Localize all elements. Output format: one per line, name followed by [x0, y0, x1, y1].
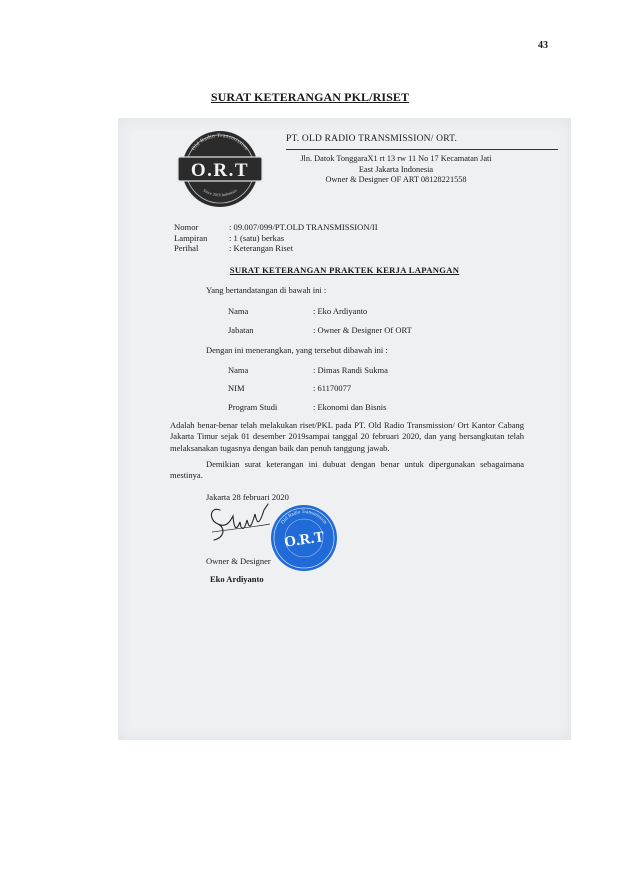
- stamp-ring-text: Old Radio Transmission: [280, 509, 328, 526]
- signer-title: Owner & Designer: [206, 556, 271, 566]
- ort-logo: [174, 130, 266, 208]
- signer-name: Eko Ardiyanto: [210, 574, 264, 584]
- intro-student: Dengan ini menerangkan, yang tersebut dibawah ini :: [206, 345, 388, 355]
- address-line: Owner & Designer OF ART 08128221558: [325, 175, 467, 185]
- letter-heading: SURAT KETERANGAN PRAKTEK KERJA LAPANGAN: [229, 265, 460, 275]
- logo-ring-bottom: Since 2016 Indonesia: [202, 187, 238, 198]
- address-line: Jln. Datok TonggaraX1 rt 13 rw 11 No 17 Kecamatan Jati: [300, 154, 492, 163]
- intro-signer: Yang bertandatangan di bawah ini :: [206, 285, 327, 295]
- logo-ring-top: Old Radio Transmission: [190, 132, 250, 152]
- signature-mark: [206, 502, 276, 548]
- student-nim-label: NIM: [228, 383, 245, 393]
- stamp-text: O.R.T: [283, 529, 326, 551]
- student-name-value: : Dimas Randi Sukma: [313, 365, 388, 375]
- meta-row-nomor: [174, 222, 378, 233]
- meta-key: Lampiran: [174, 232, 208, 243]
- closing-paragraph: Demikian surat keterangan ini dubuat dengan benar untuk dipergunakan sebagaimana mestinya.: [170, 459, 524, 481]
- scanned-letter: [118, 118, 571, 740]
- meta-key: Perihal: [174, 243, 199, 254]
- logo-text: O.R.T: [190, 160, 250, 181]
- company-stamp: [270, 504, 338, 572]
- address-line: East Jakarta Indonesia: [358, 164, 434, 174]
- signer-name-label: Nama: [228, 306, 249, 316]
- company-name: PT. OLD RADIO TRANSMISSION/ ORT.: [286, 134, 458, 144]
- student-nim-value: : 61170077: [313, 383, 352, 393]
- student-program-label: Program Studi: [228, 402, 278, 412]
- place-date: Jakarta 28 februari 2020: [206, 492, 289, 502]
- document-title: SURAT KETERANGAN PKL/RISET: [210, 90, 410, 104]
- page-number: 43: [538, 40, 548, 51]
- letter-meta: [174, 222, 378, 254]
- company-address: [288, 154, 504, 186]
- meta-value: : 1 (satu) berkas: [229, 232, 285, 243]
- meta-value: : Keterangan Riset: [229, 243, 293, 254]
- signer-position-value: : Owner & Designer Of ORT: [313, 325, 412, 335]
- meta-value: : 09.007/099/PT.OLD TRANSMISSION/II: [229, 222, 378, 232]
- signer-name-value: : Eko Ardiyanto: [313, 306, 368, 316]
- body-paragraph: Adalah benar-benar telah melakukan riset/PKL pada PT. Old Radio Transmission/ Ort Kantor Cabang Jakarta Timur sejak 01 desember 2019sampai tanggal 20 februari 2020, dan yang bersangkutan telah melaksanakan tugasnya dengan baik dan penuh tanggung jawab.: [170, 420, 524, 453]
- student-name-label: Nama: [228, 365, 249, 375]
- meta-key: Nomor: [174, 222, 199, 232]
- meta-row-perihal: [174, 243, 378, 254]
- meta-row-lampiran: [174, 233, 378, 244]
- signer-position-label: Jabatan: [228, 325, 254, 335]
- letterhead-divider: [286, 149, 558, 150]
- student-program-value: : Ekonomi dan Bisnis: [313, 402, 387, 412]
